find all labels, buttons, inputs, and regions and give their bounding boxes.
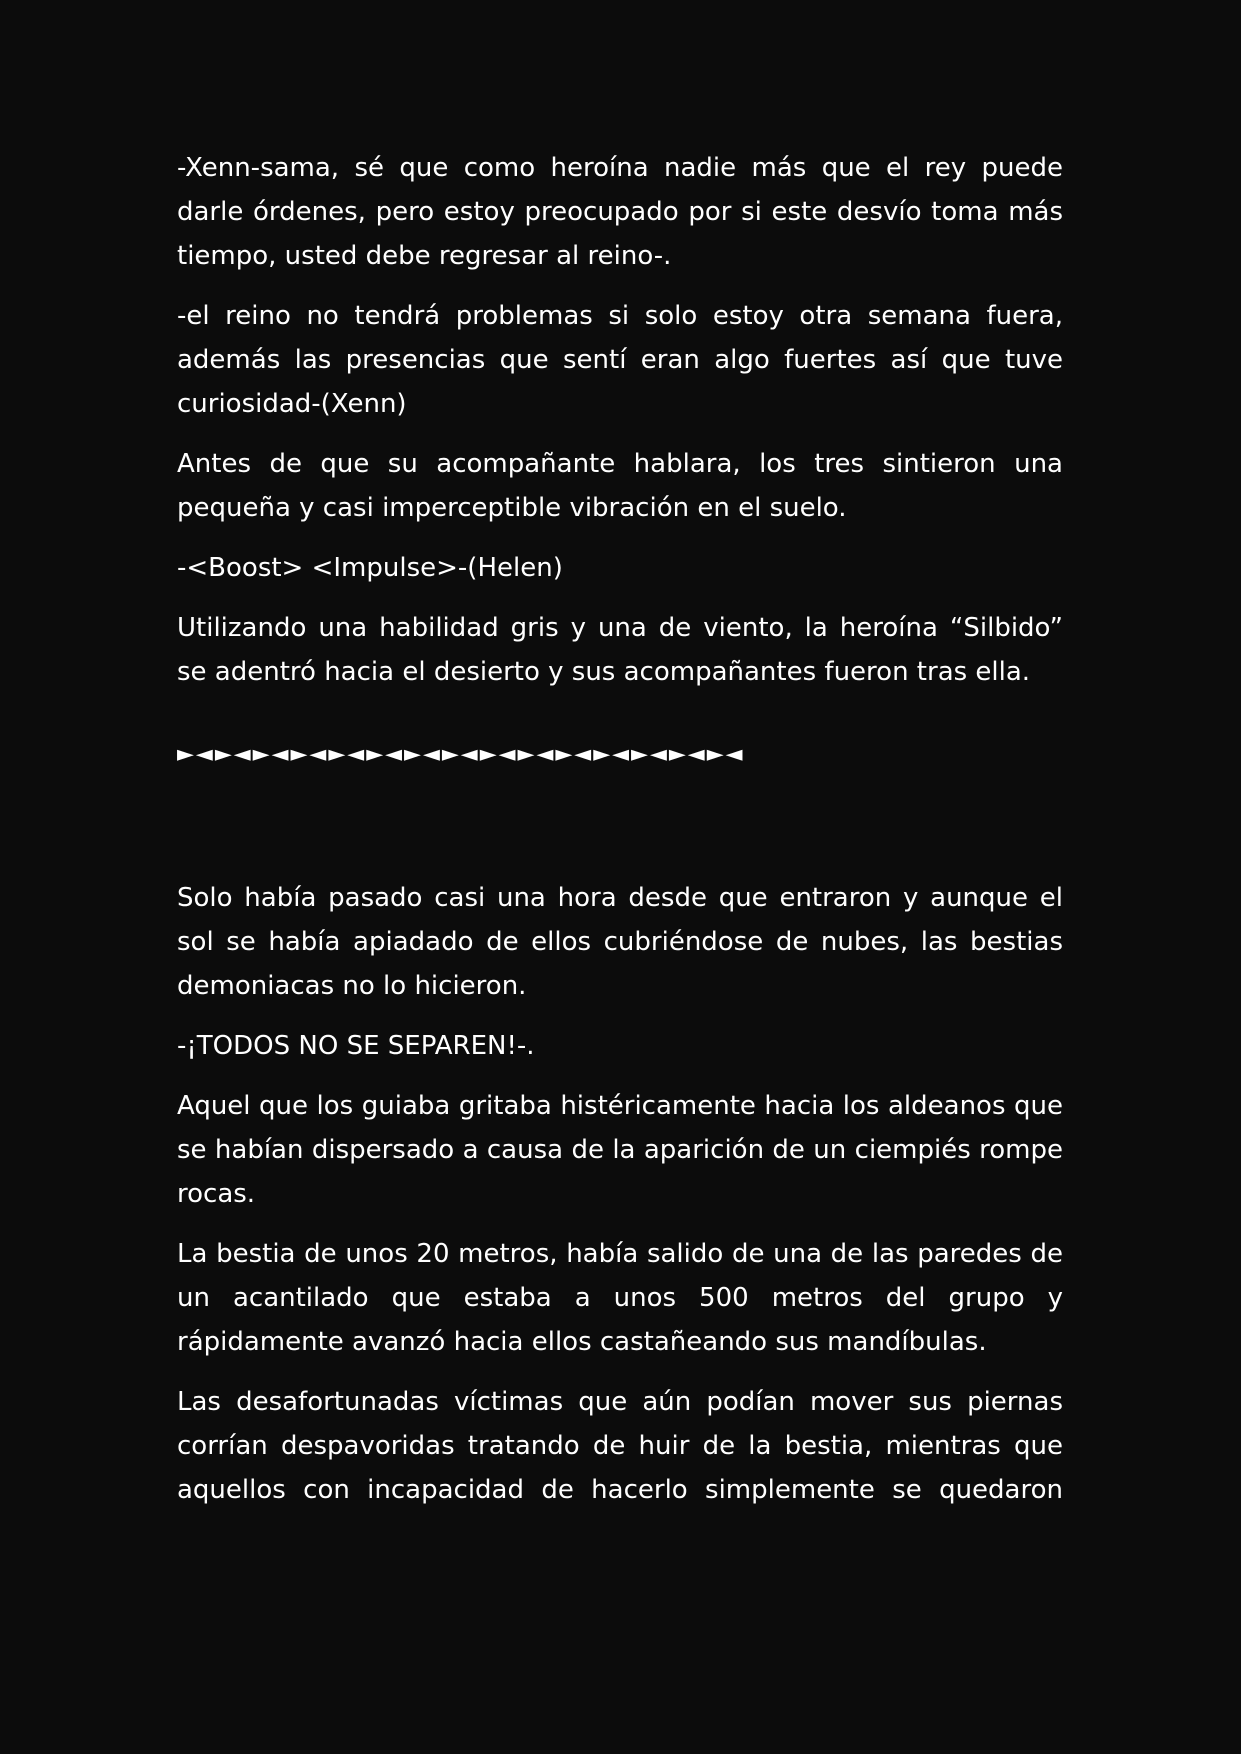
paragraph: La bestia de unos 20 metros, había salido de una de las paredes de un acantilado que estaba a unos 500 metros del grupo y rápidamente avanzó hacia ellos castañeando sus mandíbulas. bbox=[177, 1239, 1063, 1357]
paragraph: Antes de que su acompañante hablara, los tres sintieron una pequeña y casi imperceptible vibración en el suelo. bbox=[177, 449, 1063, 523]
paragraph: Aquel que los guiaba gritaba histéricamente hacia los aldeanos que se habían dispersado a causa de la aparición de un ciempiés rompe rocas. bbox=[177, 1091, 1063, 1209]
section-one bbox=[177, 146, 1063, 694]
paragraph: -<Boost> <Impulse>-(Helen) bbox=[177, 553, 563, 583]
paragraph: Las desafortunadas víctimas que aún podían mover sus piernas corrían despavoridas tratando de huir de la bestia, mientras que aquellos con incapacidad de hacerlo simplemente se quedaron bbox=[177, 1387, 1063, 1505]
paragraph: -el reino no tendrá problemas si solo estoy otra semana fuera, además las presencias que sentí eran algo fuertes así que tuve curiosidad-(Xenn) bbox=[177, 301, 1063, 419]
scene-separator: ►◄►◄►◄►◄►◄►◄►◄►◄►◄►◄►◄►◄►◄►◄►◄ bbox=[177, 742, 745, 767]
section-two bbox=[177, 876, 1063, 1512]
paragraph: Solo había pasado casi una hora desde que entraron y aunque el sol se había apiadado de ellos cubriéndose de nubes, las bestias demoniacas no lo hicieron. bbox=[177, 883, 1063, 1001]
paragraph: -Xenn-sama, sé que como heroína nadie más que el rey puede darle órdenes, pero estoy preocupado por si este desvío toma más tiempo, usted debe regresar al reino-. bbox=[177, 153, 1063, 271]
document-page bbox=[177, 146, 1063, 1528]
paragraph: -¡TODOS NO SE SEPAREN!-. bbox=[177, 1031, 535, 1061]
paragraph: Utilizando una habilidad gris y una de viento, la heroína “Silbido” se adentró hacia el desierto y sus acompañantes fueron tras ella. bbox=[177, 613, 1063, 687]
